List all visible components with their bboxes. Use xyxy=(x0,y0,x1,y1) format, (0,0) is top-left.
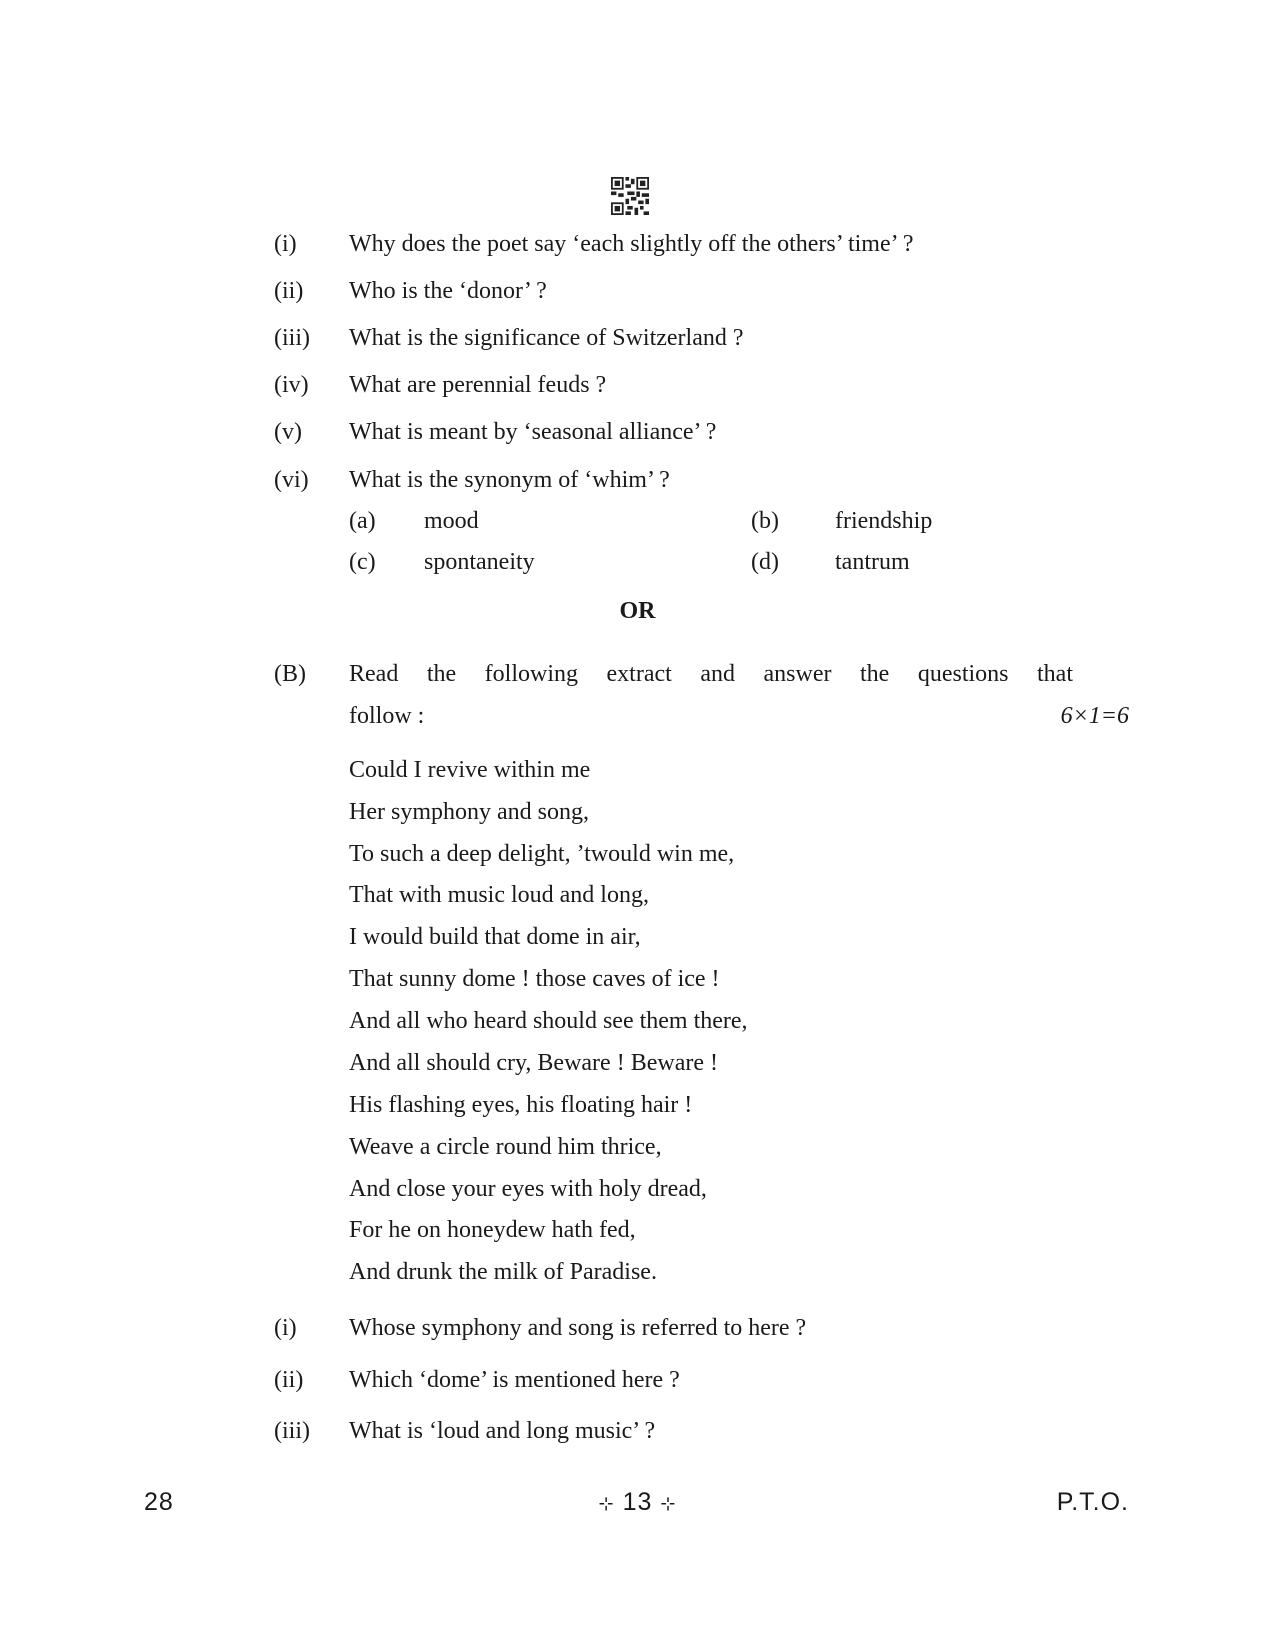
question-number: (iii) xyxy=(274,1418,310,1444)
poem-line: That with music loud and long, xyxy=(349,882,649,908)
pto-label: P.T.O. xyxy=(1056,1488,1129,1516)
poem-line: That sunny dome ! those caves of ice ! xyxy=(349,966,720,992)
question-number: (iii) xyxy=(274,325,310,351)
poem-line: Could I revive within me xyxy=(349,757,591,783)
ornament-right-icon: ⊹ xyxy=(660,1493,677,1514)
poem-line: And all should cry, Beware ! Beware ! xyxy=(349,1050,718,1076)
poem-line: For he on honeydew hath fed, xyxy=(349,1217,636,1243)
question-number: (v) xyxy=(274,419,302,445)
poem-line: To such a deep delight, ’twould win me, xyxy=(349,841,735,867)
section-instruction: Read the following extract and answer the questions that xyxy=(349,661,1073,687)
option-label: (a) xyxy=(349,508,376,534)
ornament-left-icon: ⊹ xyxy=(598,1493,615,1514)
question-text: What is the significance of Switzerland ? xyxy=(349,325,744,351)
question-text: Why does the poet say ‘each slightly off the others’ time’ ? xyxy=(349,231,914,257)
qr-code xyxy=(611,177,649,215)
option-text: friendship xyxy=(835,508,933,534)
question-text: What are perennial feuds ? xyxy=(349,372,607,398)
poem-line: I would build that dome in air, xyxy=(349,924,641,950)
question-text: What is meant by ‘seasonal alliance’ ? xyxy=(349,419,717,445)
poem-line: Her symphony and song, xyxy=(349,799,589,825)
poem-line: And all who heard should see them there, xyxy=(349,1008,748,1034)
option-label: (c) xyxy=(349,549,376,575)
question-text: Which ‘dome’ is mentioned here ? xyxy=(349,1367,680,1393)
question-number: (vi) xyxy=(274,467,309,493)
question-number: (i) xyxy=(274,1315,297,1341)
question-number: (iv) xyxy=(274,372,309,398)
option-text: spontaneity xyxy=(424,549,535,575)
page-number: 13 xyxy=(622,1488,653,1516)
question-number: (ii) xyxy=(274,278,304,304)
question-number: (ii) xyxy=(274,1367,304,1393)
option-label: (d) xyxy=(751,549,779,575)
poem-line: Weave a circle round him thrice, xyxy=(349,1134,662,1160)
option-text: tantrum xyxy=(835,549,910,575)
option-text: mood xyxy=(424,508,479,534)
marks-allocation: 6×1=6 xyxy=(1060,703,1129,729)
question-text: Whose symphony and song is referred to here ? xyxy=(349,1315,807,1341)
paper-code: 28 xyxy=(144,1488,174,1516)
question-text: Who is the ‘donor’ ? xyxy=(349,278,547,304)
section-label: (B) xyxy=(274,661,306,687)
question-text: What is ‘loud and long music’ ? xyxy=(349,1418,656,1444)
poem-line: His flashing eyes, his floating hair ! xyxy=(349,1092,693,1118)
poem-line: And close your eyes with holy dread, xyxy=(349,1176,707,1202)
question-text: What is the synonym of ‘whim’ ? xyxy=(349,467,670,493)
poem-line: And drunk the milk of Paradise. xyxy=(349,1259,657,1285)
section-instruction-cont: follow : xyxy=(349,703,425,729)
option-label: (b) xyxy=(751,508,779,534)
question-number: (i) xyxy=(274,231,297,257)
or-divider: OR xyxy=(619,598,656,624)
